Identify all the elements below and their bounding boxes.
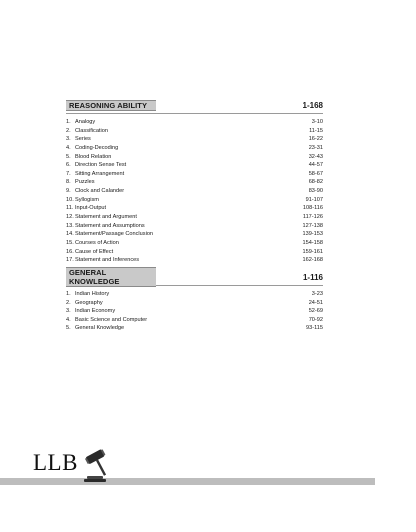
- entry-pages: 32-43: [308, 153, 323, 160]
- entry-pages: 68-82: [308, 179, 323, 186]
- entry-title: Classification: [75, 127, 108, 134]
- publisher-logo: LLB: [33, 450, 78, 475]
- entry-pages: 154-158: [302, 239, 323, 246]
- toc-entry: [66, 256, 323, 265]
- entry-pages: 52-69: [308, 308, 323, 315]
- entry-pages: 58-67: [308, 170, 323, 177]
- entry-number: 2.: [66, 299, 71, 306]
- entry-title: Coding-Decoding: [75, 144, 119, 151]
- entry-pages: 3-10: [311, 119, 323, 125]
- entry-pages: 108-116: [302, 205, 323, 212]
- entry-number: 4.: [66, 144, 71, 151]
- entry-title: Cause of Effect: [75, 248, 114, 255]
- entry-number: 17.: [66, 257, 74, 264]
- toc-entry: [66, 307, 323, 316]
- entry-title: Syllogism: [75, 196, 99, 203]
- section-header: [66, 100, 323, 111]
- toc-entry: [66, 290, 323, 299]
- section-page-range: 1-116: [302, 272, 323, 282]
- entry-number: 4.: [66, 316, 71, 323]
- entry-pages: 11-15: [309, 127, 323, 134]
- toc-entry: [66, 204, 323, 213]
- toc-entry: [66, 213, 323, 222]
- entry-title: Statement/Passage Conclusion: [75, 231, 154, 238]
- toc-entry: [66, 161, 323, 170]
- entry-title: Puzzles: [75, 179, 95, 186]
- entry-number: 11.: [66, 205, 74, 212]
- section-divider: [66, 113, 323, 114]
- entry-pages: 44-57: [308, 162, 323, 169]
- entry-number: 3.: [66, 136, 71, 143]
- toc-entry: [66, 316, 323, 325]
- section-item-list: [66, 290, 323, 333]
- entry-pages: 83-90: [308, 188, 323, 195]
- section-page-range: 1-168: [302, 101, 323, 110]
- entry-title: Blood Relation: [75, 153, 112, 160]
- entry-pages: 93-115: [305, 325, 323, 332]
- entry-pages: 24-51: [308, 299, 323, 306]
- section-header: [66, 268, 323, 287]
- toc-entry: [66, 248, 323, 257]
- entry-number: 13.: [66, 222, 74, 229]
- entry-number: 2.: [66, 127, 71, 134]
- entry-title: Basic Science and Computer: [75, 316, 148, 323]
- entry-title: Analogy: [75, 119, 96, 125]
- toc-entry: [66, 299, 323, 308]
- entry-title: Statement and Inferences: [75, 257, 140, 264]
- toc-entry: [66, 144, 323, 153]
- entry-pages: 127-138: [302, 222, 323, 229]
- entry-number: 1.: [66, 290, 71, 297]
- entry-pages: 23-31: [308, 144, 323, 151]
- toc-entry: [66, 239, 323, 248]
- toc-entry: [66, 178, 323, 187]
- entry-number: 6.: [66, 162, 71, 169]
- toc-entry: [66, 135, 323, 144]
- section-title: REASONING ABILITY: [66, 100, 156, 111]
- entry-number: 5.: [66, 325, 71, 332]
- toc-entry: [66, 127, 323, 136]
- section-reasoning-ability: [66, 100, 323, 265]
- entry-pages: 3-23: [311, 290, 323, 297]
- toc-entry: [66, 153, 323, 162]
- gavel-icon: [80, 446, 116, 486]
- entry-pages: 91-107: [305, 196, 323, 203]
- entry-title: Direction Sense Test: [75, 162, 127, 169]
- section-general-knowledge: [66, 268, 323, 333]
- entry-number: 12.: [66, 214, 74, 221]
- entry-number: 3.: [66, 308, 71, 315]
- toc-entry: [66, 196, 323, 205]
- entry-pages: 159-161: [302, 248, 323, 255]
- entry-title: Courses of Action: [75, 239, 119, 246]
- entry-pages: 162-168: [302, 257, 323, 264]
- entry-number: 15.: [66, 239, 74, 246]
- entry-title: Statement and Argument: [75, 214, 137, 221]
- entry-number: 8.: [66, 179, 71, 186]
- entry-pages: 139-153: [302, 231, 323, 238]
- footer-bar: [0, 478, 375, 485]
- toc-entry: [66, 118, 323, 127]
- toc-entry: [66, 170, 323, 179]
- entry-number: 7.: [66, 170, 71, 177]
- entry-number: 10.: [66, 196, 74, 203]
- entry-pages: 16-22: [308, 136, 323, 143]
- entry-number: 16.: [66, 248, 74, 255]
- section-title: GENERAL KNOWLEDGE: [66, 267, 156, 287]
- entry-title: Input-Output: [75, 205, 107, 212]
- entry-number: 14.: [66, 231, 74, 238]
- entry-number: 9.: [66, 188, 71, 195]
- entry-pages: 117-126: [302, 214, 323, 221]
- entry-title: Indian Economy: [75, 308, 116, 315]
- toc-entry: [66, 187, 323, 196]
- table-of-contents: [66, 100, 323, 333]
- entry-title: Series: [75, 136, 91, 143]
- entry-title: Sitting Arrangement: [75, 170, 125, 177]
- entry-number: 1.: [66, 119, 71, 125]
- toc-entry: [66, 230, 323, 239]
- entry-title: Clock and Calander: [75, 188, 125, 195]
- entry-title: Statement and Assumptions: [75, 222, 145, 229]
- section-item-list: [66, 118, 323, 265]
- entry-title: Geography: [75, 299, 103, 306]
- toc-entry: [66, 222, 323, 231]
- entry-number: 5.: [66, 153, 71, 160]
- entry-title: General Knowledge: [75, 325, 125, 332]
- entry-pages: 70-92: [308, 316, 323, 323]
- toc-entry: [66, 324, 323, 333]
- entry-title: Indian History: [75, 290, 110, 297]
